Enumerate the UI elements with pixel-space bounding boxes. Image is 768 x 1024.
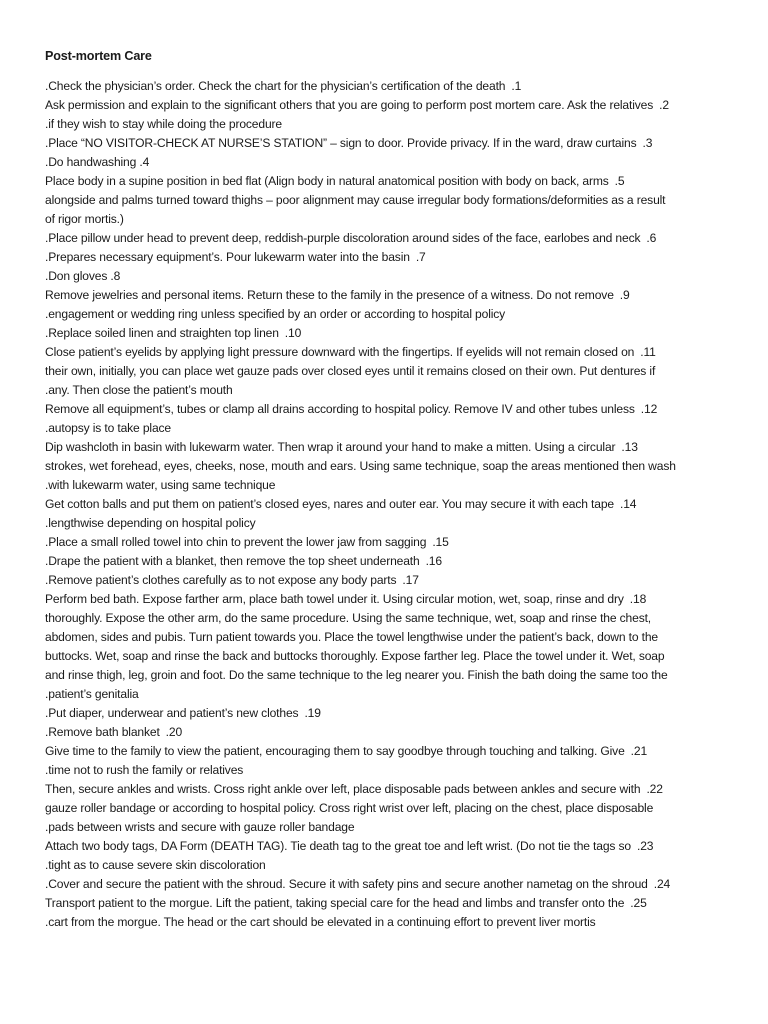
document-line bbox=[45, 419, 721, 438]
document-line bbox=[45, 362, 721, 381]
document-line bbox=[45, 381, 721, 400]
document-line bbox=[45, 153, 721, 172]
line-text: .Place pillow under head to prevent deep, reddish-purple discoloration around sides of the face, earlobes and neck bbox=[45, 231, 641, 245]
step-number: .22 bbox=[646, 782, 663, 796]
line-text: .cart from the morgue. The head or the cart should be elevated in a continuing effort to prevent liver mortis bbox=[45, 915, 596, 929]
line-text: Remove all equipment’s, tubes or clamp all drains according to hospital policy. Remove IV and other tubes unless bbox=[45, 402, 635, 416]
step-number: .12 bbox=[640, 402, 658, 416]
document-line bbox=[45, 210, 721, 229]
document-line bbox=[45, 400, 721, 419]
document-line bbox=[45, 666, 721, 685]
document-line bbox=[45, 533, 721, 552]
line-text: alongside and palms turned toward thighs – poor alignment may cause irregular body formations/deformities as a result bbox=[45, 193, 666, 207]
document-line bbox=[45, 723, 721, 742]
document-line bbox=[45, 628, 721, 647]
document-line bbox=[45, 115, 721, 134]
document-line bbox=[45, 685, 721, 704]
line-text: thoroughly. Expose the other arm, do the same procedure. Using the same technique, wet, soap and rinse the chest, bbox=[45, 611, 652, 625]
step-number: .20 bbox=[165, 725, 183, 739]
line-text: .lengthwise depending on hospital policy bbox=[45, 516, 256, 530]
line-text: .Don gloves .8 bbox=[45, 269, 121, 283]
step-number: .10 bbox=[284, 326, 302, 340]
line-text: .Cover and secure the patient with the shroud. Secure it with safety pins and secure another nametag on the shroud bbox=[45, 877, 648, 891]
line-text: .Drape the patient with a blanket, then remove the top sheet underneath bbox=[45, 554, 420, 568]
line-text: .Do handwashing .4 bbox=[45, 155, 150, 169]
line-text: Ask permission and explain to the significant others that you are going to perform post mortem care. Ask the relatives bbox=[45, 98, 654, 112]
step-number: .18 bbox=[629, 592, 647, 606]
document-line bbox=[45, 799, 721, 818]
line-text: Perform bed bath. Expose farther arm, place bath towel under it. Using circular motion, wet, soap, rinse and dry bbox=[45, 592, 624, 606]
step-number: .19 bbox=[304, 706, 321, 720]
step-number: .2 bbox=[659, 98, 669, 112]
line-text: .if they wish to stay while doing the procedure bbox=[45, 117, 282, 131]
document-line bbox=[45, 761, 721, 780]
line-text: Get cotton balls and put them on patient’s closed eyes, nares and outer ear. You may secure it with each tape bbox=[45, 497, 614, 511]
document-line bbox=[45, 191, 721, 210]
step-number: .1 bbox=[511, 79, 522, 93]
step-number: .7 bbox=[415, 250, 426, 264]
document-line bbox=[45, 590, 721, 609]
document-line bbox=[45, 267, 721, 286]
line-text: .Place a small rolled towel into chin to prevent the lower jaw from sagging bbox=[45, 535, 427, 549]
line-text: Place body in a supine position in bed flat (Align body in natural anatomical position with body on back, arms bbox=[45, 174, 609, 188]
line-text: their own, initially, you can place wet gauze pads over closed eyes until it remains closed on their own. Put dentures if bbox=[45, 364, 656, 378]
line-text: strokes, wet forehead, eyes, cheeks, nose, mouth and ears. Using same technique, soap the areas mentioned then wash bbox=[45, 459, 676, 473]
step-number: .23 bbox=[637, 839, 654, 853]
document-line bbox=[45, 609, 721, 628]
line-text: Remove jewelries and personal items. Return these to the family in the presence of a witness. Do not remove bbox=[45, 288, 614, 302]
document-line bbox=[45, 305, 721, 324]
line-text: .tight as to cause severe skin discoloration bbox=[45, 858, 266, 872]
step-number: .11 bbox=[640, 345, 656, 359]
line-text: .with lukewarm water, using same technique bbox=[45, 478, 276, 492]
document-line bbox=[45, 647, 721, 666]
step-number: .16 bbox=[425, 554, 442, 568]
line-text: buttocks. Wet, soap and rinse the back and buttocks thoroughly. Expose farther leg. Place the towel under it. Wet, soap bbox=[45, 649, 665, 663]
step-number: .17 bbox=[402, 573, 419, 587]
line-text: Close patient’s eyelids by applying light pressure downward with the fingertips. If eyelids will not remain closed on bbox=[45, 345, 635, 359]
document-line bbox=[45, 742, 721, 761]
line-text: abdomen, sides and pubis. Turn patient towards you. Place the towel lengthwise under the patient’s back, down to the bbox=[45, 630, 658, 644]
procedure-steps bbox=[45, 77, 721, 932]
step-number: .6 bbox=[646, 231, 657, 245]
document-line bbox=[45, 894, 721, 913]
line-text: .any. Then close the patient’s mouth bbox=[45, 383, 233, 397]
document-line bbox=[45, 552, 721, 571]
document-line bbox=[45, 476, 721, 495]
document-line bbox=[45, 248, 721, 267]
document-line bbox=[45, 343, 721, 362]
line-text: Dip washcloth in basin with lukewarm water. Then wrap it around your hand to make a mitten. Using a circular bbox=[45, 440, 616, 454]
document-title: Post-mortem Care bbox=[45, 49, 152, 63]
step-number: .3 bbox=[642, 136, 653, 150]
line-text: gauze roller bandage or according to hospital policy. Cross right wrist over left, placing on the chest, place disposable bbox=[45, 801, 654, 815]
step-number: .5 bbox=[614, 174, 625, 188]
document-line bbox=[45, 514, 721, 533]
line-text: .Remove bath blanket bbox=[45, 725, 160, 739]
step-number: .24 bbox=[653, 877, 671, 891]
document-line bbox=[45, 96, 721, 115]
document-line bbox=[45, 856, 721, 875]
document-line bbox=[45, 286, 721, 305]
document-line bbox=[45, 438, 721, 457]
line-text: .autopsy is to take place bbox=[45, 421, 171, 435]
document-line bbox=[45, 457, 721, 476]
document-line bbox=[45, 134, 721, 153]
line-text: .patient’s genitalia bbox=[45, 687, 139, 701]
step-number: .13 bbox=[621, 440, 638, 454]
line-text: of rigor mortis.) bbox=[45, 212, 124, 226]
document-line bbox=[45, 77, 721, 96]
document-line bbox=[45, 495, 721, 514]
line-text: .Prepares necessary equipment’s. Pour lukewarm water into the basin bbox=[45, 250, 410, 264]
document-line bbox=[45, 818, 721, 837]
document-line bbox=[45, 913, 721, 932]
line-text: Then, secure ankles and wrists. Cross right ankle over left, place disposable pads between ankles and secure with bbox=[45, 782, 641, 796]
line-text: .time not to rush the family or relatives bbox=[45, 763, 244, 777]
line-text: .Place “NO VISITOR-CHECK AT NURSE’S STATION” – sign to door. Provide privacy. If in the ward, draw curtains bbox=[45, 136, 637, 150]
line-text: .Put diaper, underwear and patient’s new clothes bbox=[45, 706, 299, 720]
document-line bbox=[45, 324, 721, 343]
document-line bbox=[45, 780, 721, 799]
line-text: .Remove patient’s clothes carefully as to not expose any body parts bbox=[45, 573, 397, 587]
step-number: .15 bbox=[432, 535, 449, 549]
line-text: .pads between wrists and secure with gauze roller bandage bbox=[45, 820, 355, 834]
line-text: Give time to the family to view the patient, encouraging them to say goodbye through touching and talking. Give bbox=[45, 744, 625, 758]
document-line bbox=[45, 875, 721, 894]
step-number: .25 bbox=[630, 896, 647, 910]
step-number: .9 bbox=[619, 288, 630, 302]
step-number: .14 bbox=[620, 497, 637, 511]
line-text: .Check the physician’s order. Check the chart for the physician’s certification of the death bbox=[45, 79, 506, 93]
document-line bbox=[45, 837, 721, 856]
line-text: and rinse thigh, leg, groin and foot. Do the same technique to the leg nearer you. Finish the bath doing the same too the bbox=[45, 668, 668, 682]
line-text: .Replace soiled linen and straighten top linen bbox=[45, 326, 279, 340]
step-number: .21 bbox=[630, 744, 648, 758]
line-text: Transport patient to the morgue. Lift the patient, taking special care for the head and limbs and transfer onto the bbox=[45, 896, 625, 910]
document-line bbox=[45, 229, 721, 248]
line-text: .engagement or wedding ring unless specified by an order or according to hospital policy bbox=[45, 307, 506, 321]
document-line bbox=[45, 704, 721, 723]
document-page bbox=[45, 47, 721, 932]
document-line bbox=[45, 571, 721, 590]
document-line bbox=[45, 172, 721, 191]
line-text: Attach two body tags, DA Form (DEATH TAG). Tie death tag to the great toe and left wrist. (Do not tie the tags so bbox=[45, 839, 632, 853]
